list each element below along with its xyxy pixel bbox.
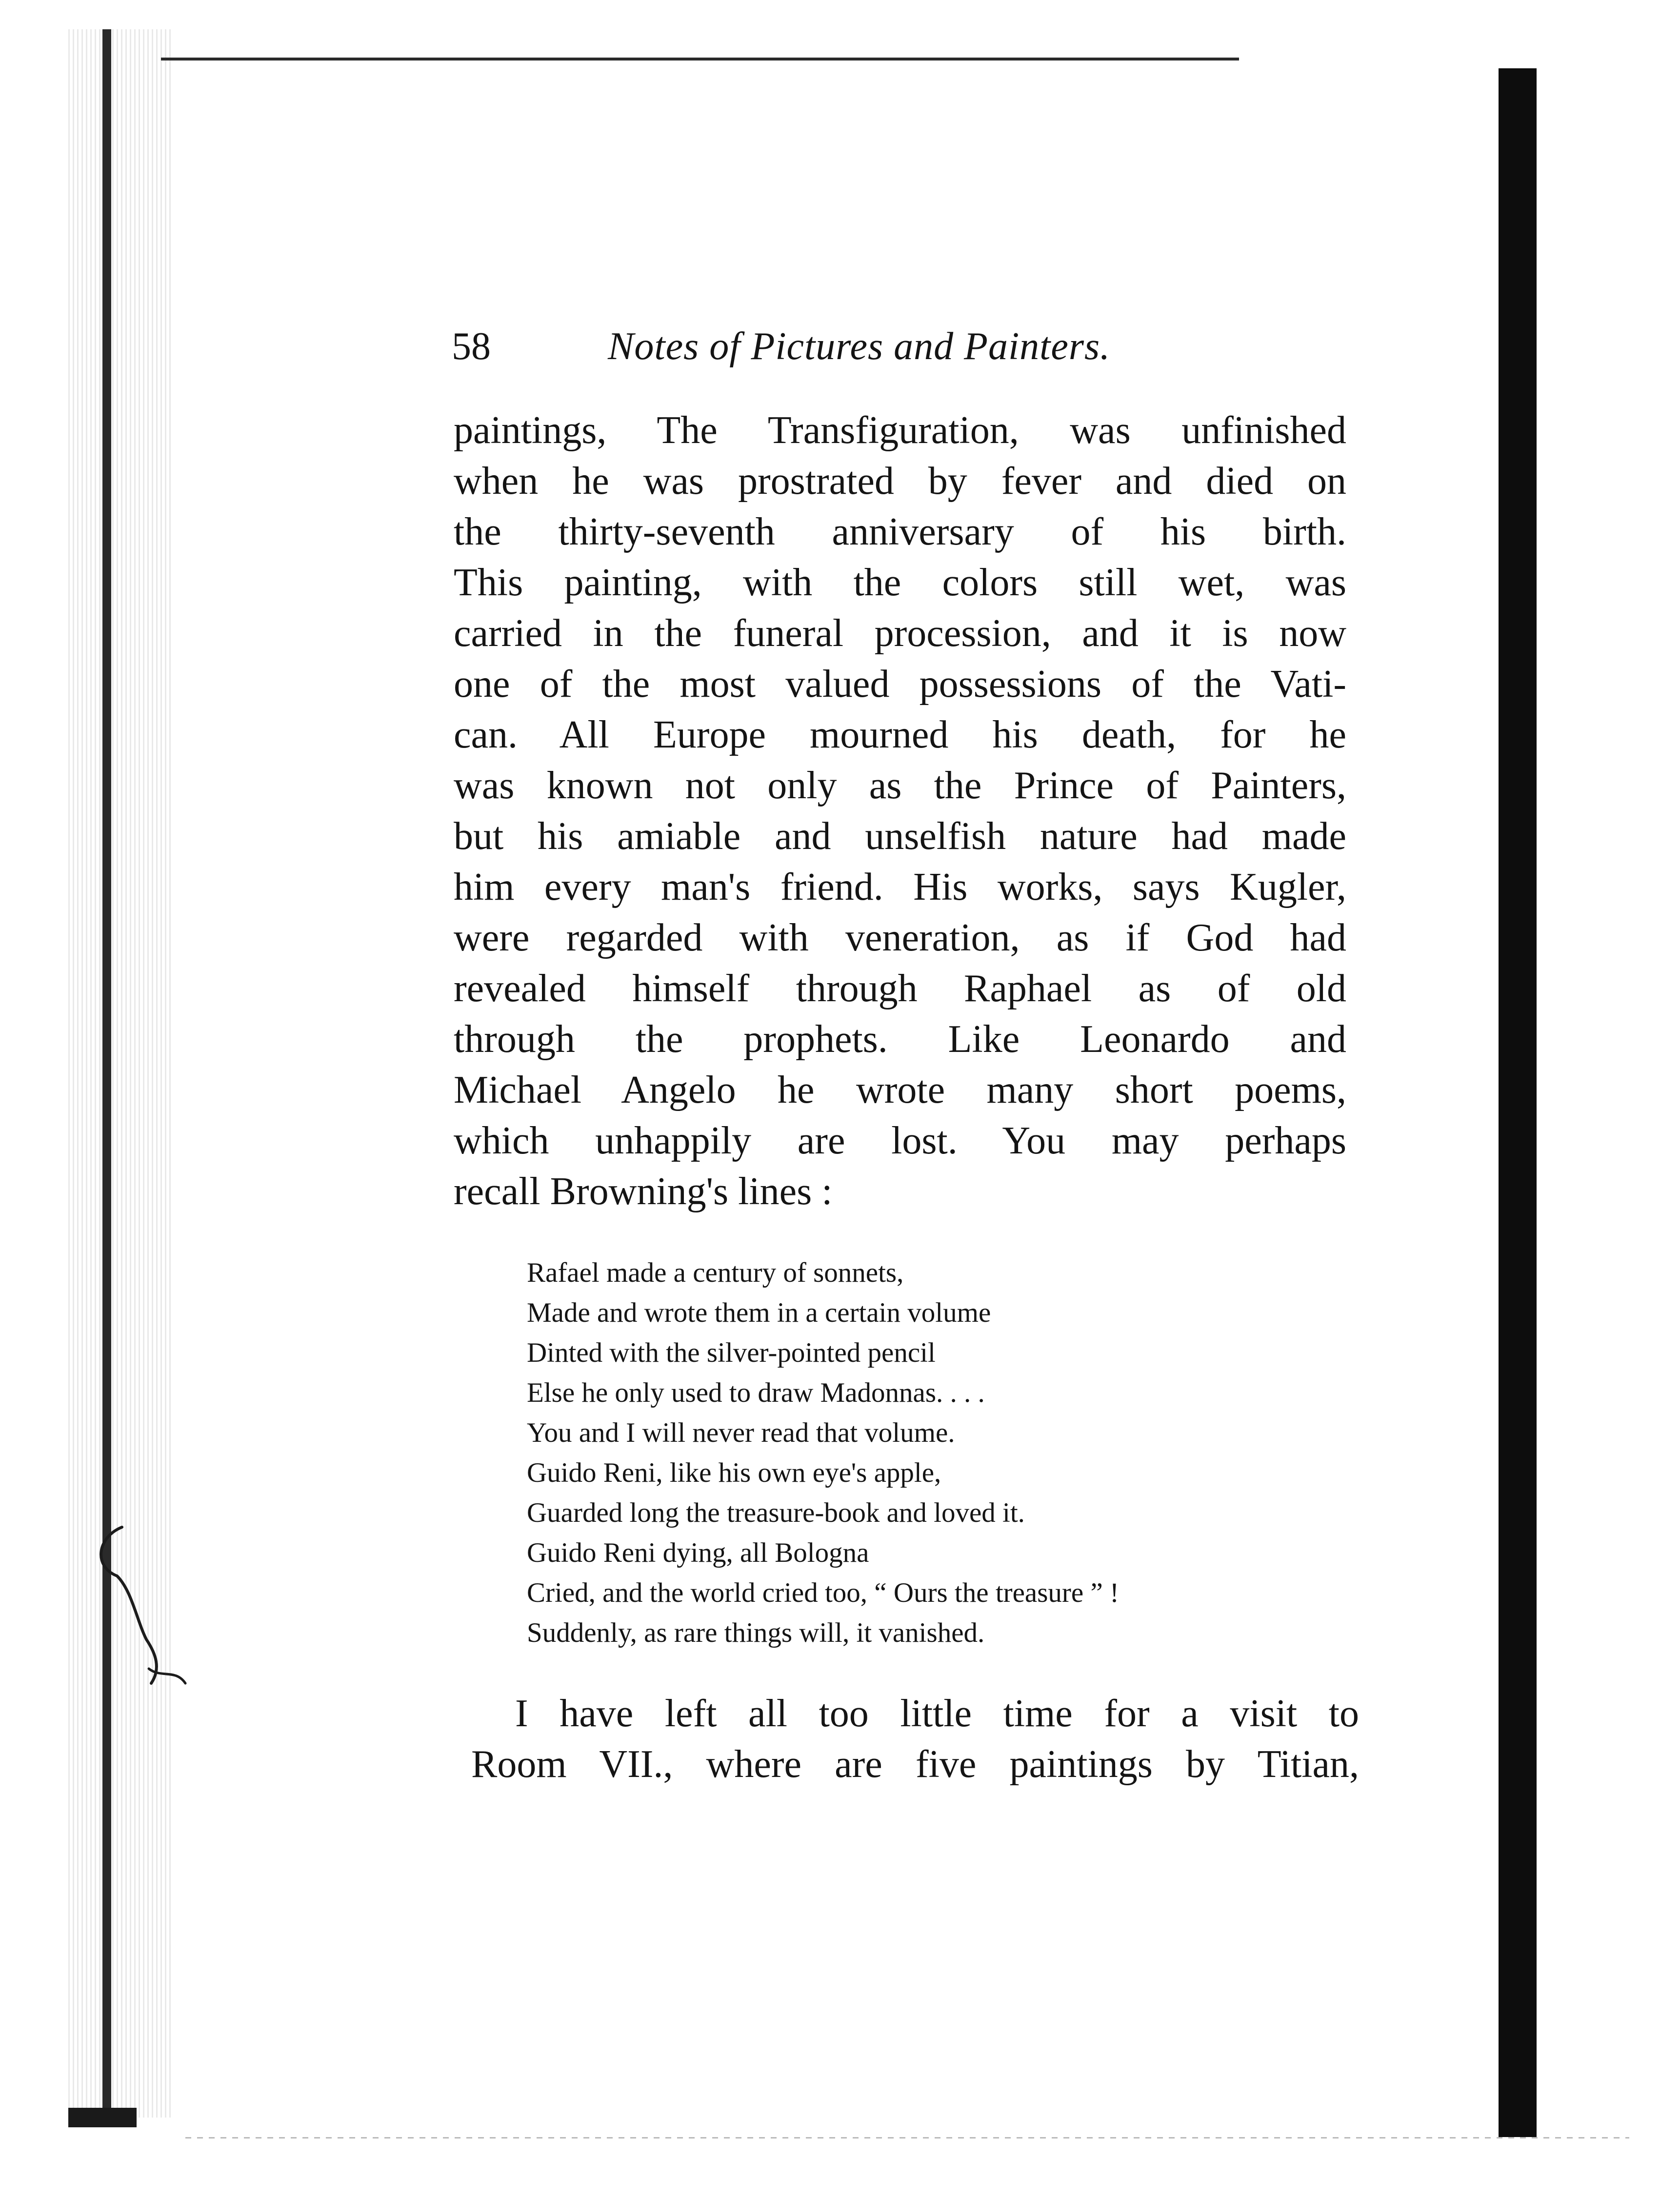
text-line: can. All Europe mourned his death, for he bbox=[454, 713, 1346, 756]
text-line: Room VII., where are five paintings by Titian, bbox=[471, 1743, 1359, 1786]
text-line: him every man's friend. His works, says Kugler, bbox=[454, 866, 1346, 908]
poem-line: Rafael made a century of sonnets, bbox=[527, 1257, 904, 1288]
pencil-mark-icon bbox=[88, 1522, 195, 1698]
page-number: 58 bbox=[452, 325, 491, 368]
text-line: carried in the funeral procession, and it is now bbox=[454, 612, 1346, 655]
text-line: I have left all too little time for a visit to bbox=[515, 1692, 1359, 1735]
text-line: through the prophets. Like Leonardo and bbox=[454, 1018, 1346, 1061]
poem-line: Else he only used to draw Madonnas. . . . bbox=[527, 1377, 985, 1408]
text-line: which unhappily are lost. You may perhaps bbox=[454, 1119, 1346, 1162]
poem-line: Guarded long the treasure-book and loved it. bbox=[527, 1497, 1025, 1528]
text-line: paintings, The Transfiguration, was unfinished bbox=[454, 409, 1346, 452]
running-head bbox=[452, 322, 1218, 371]
poem-quotation bbox=[527, 1253, 1356, 1653]
poem-line: You and I will never read that volume. bbox=[527, 1417, 955, 1448]
text-line: the thirty-seventh anniversary of his birth. bbox=[454, 510, 1346, 553]
binding-edge-shadow bbox=[68, 29, 171, 2118]
text-line: when he was prostrated by fever and died on bbox=[454, 460, 1346, 503]
text-line: recall Browning's lines : bbox=[454, 1170, 833, 1213]
poem-line: Guido Reni, like his own eye's apple, bbox=[527, 1457, 941, 1488]
bottom-rule bbox=[185, 2137, 1629, 2139]
text-line: This painting, with the colors still wet, was bbox=[454, 561, 1346, 604]
paragraph-1 bbox=[454, 405, 1346, 1217]
running-title: Notes of Pictures and Painters. bbox=[608, 325, 1111, 368]
text-line: but his amiable and unselfish nature had made bbox=[454, 815, 1346, 858]
text-line: Michael Angelo he wrote many short poems, bbox=[454, 1069, 1346, 1111]
poem-line: Cried, and the world cried too, “ Ours the treasure ” ! bbox=[527, 1577, 1119, 1608]
text-line: revealed himself through Raphael as of old bbox=[454, 967, 1346, 1010]
poem-line: Dinted with the silver-pointed pencil bbox=[527, 1337, 936, 1368]
top-rule bbox=[161, 58, 1239, 61]
text-line: were regarded with veneration, as if God had bbox=[454, 916, 1346, 959]
text-line: one of the most valued possessions of the Vati- bbox=[454, 663, 1346, 706]
poem-line: Made and wrote them in a certain volume bbox=[527, 1297, 991, 1328]
text-line: was known not only as the Prince of Painters, bbox=[454, 764, 1346, 807]
poem-line: Suddenly, as rare things will, it vanished. bbox=[527, 1617, 985, 1648]
paragraph-2 bbox=[471, 1688, 1359, 1790]
right-edge-bar bbox=[1499, 68, 1537, 2137]
poem-line: Guido Reni dying, all Bologna bbox=[527, 1537, 869, 1568]
